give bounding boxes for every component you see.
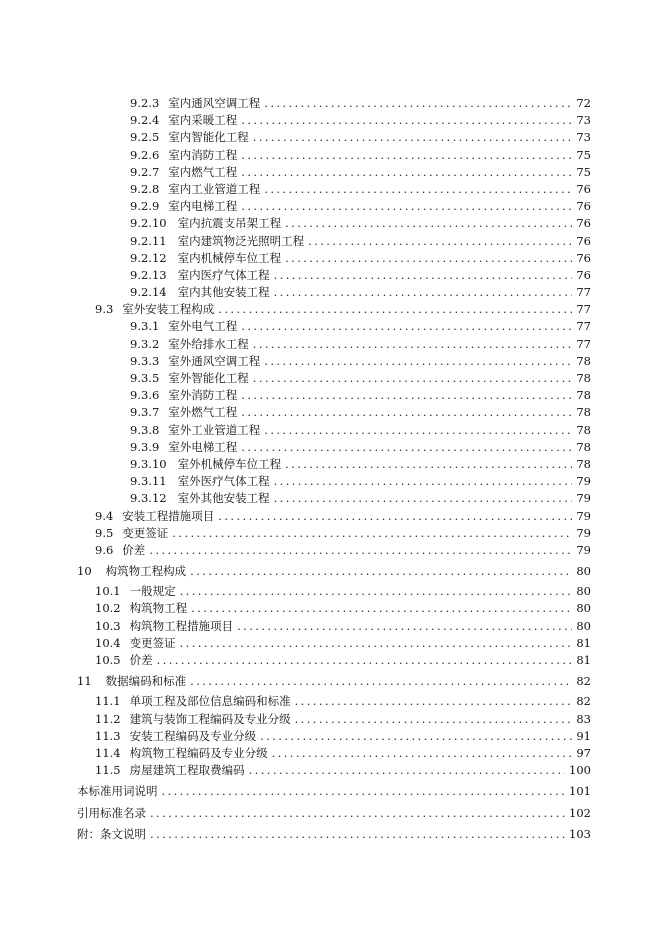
dot-leader [264, 422, 572, 439]
toc-entry-number: 9.3.6 [130, 388, 160, 403]
toc-entry-number: 9.3.9 [130, 439, 160, 454]
toc-entry-page: 73 [576, 113, 591, 128]
toc-entry[interactable] [130, 439, 591, 456]
toc-entry-page: 75 [576, 147, 591, 162]
toc-entry-title: 室内消防工程 [168, 147, 238, 162]
toc-entry-page: 77 [576, 336, 591, 351]
toc-entry-title: 室内智能化工程 [168, 130, 249, 145]
toc-entry-number: 9.2.14 [130, 285, 167, 300]
toc-entry-number: 9.2.10 [130, 216, 167, 231]
toc-entry-title: 安装工程措施项目 [122, 508, 215, 523]
toc-entry[interactable] [95, 301, 591, 318]
toc-entry[interactable] [130, 318, 591, 335]
dot-leader [162, 783, 566, 800]
dot-leader [272, 745, 573, 762]
toc-entry-number: 9.3.5 [130, 371, 160, 385]
toc-entry-number: 10.4 [95, 635, 121, 650]
toc-entry[interactable] [95, 652, 591, 669]
toc-entry-title: 房屋建筑工程取费编码 [129, 763, 245, 778]
toc-entry-title: 变更签证 [122, 525, 169, 540]
toc-entry[interactable] [130, 370, 591, 387]
toc-entry-page: 80 [576, 618, 591, 633]
toc-entry-title: 室内其他安装工程 [177, 285, 270, 300]
dot-leader [249, 762, 565, 779]
dot-leader [237, 618, 572, 635]
toc-entry-title: 室外燃气工程 [168, 405, 238, 420]
toc-entry-title: 室外电气工程 [168, 319, 238, 334]
toc-entry-number: 10.2 [95, 601, 121, 616]
dot-leader [274, 267, 573, 284]
toc-entry-number: 9.3.8 [130, 422, 160, 437]
toc-entry-title: 室内电梯工程 [168, 199, 238, 214]
dot-leader [274, 473, 573, 490]
toc-entry-title: 室内抗震支吊架工程 [177, 216, 282, 231]
toc-entry-title: 价差 [129, 653, 153, 667]
dot-leader [241, 318, 572, 335]
toc-entry-page: 81 [576, 653, 591, 667]
toc-entry-number: 9.3.10 [130, 456, 167, 471]
toc-entry-title: 室内工业管道工程 [168, 181, 261, 196]
dot-leader [241, 387, 572, 404]
toc-entry[interactable] [95, 508, 591, 525]
toc-entry-page: 76 [576, 233, 591, 248]
toc-entry-page: 78 [576, 388, 591, 403]
dot-leader [285, 250, 572, 267]
dot-leader [241, 147, 572, 164]
toc-entry-page: 73 [576, 130, 591, 145]
toc-entry-number: 9.2.12 [130, 250, 167, 265]
dot-leader [274, 490, 573, 507]
dot-leader [218, 508, 572, 525]
toc-entry-title: 室内机械停车位工程 [177, 250, 282, 265]
toc-entry-page: 76 [576, 250, 591, 265]
toc-entry-page: 103 [569, 826, 591, 841]
toc-entry-page: 82 [576, 674, 591, 689]
toc-entry-number: 10.5 [95, 653, 121, 667]
toc-entry-title: 室内通风空调工程 [168, 96, 261, 110]
toc-entry[interactable] [130, 250, 591, 267]
toc-entry-title: 室内医疗气体工程 [177, 267, 270, 282]
toc-entry-title: 数据编码和标准 [105, 674, 187, 689]
toc-entry[interactable] [130, 387, 591, 404]
toc-entry[interactable] [95, 525, 591, 542]
toc-entry-title: 附：条文说明 [77, 826, 146, 841]
toc-entry-page: 80 [576, 584, 591, 599]
toc-entry[interactable] [77, 826, 591, 843]
toc-entry[interactable] [95, 618, 591, 635]
toc-entry-title: 室内建筑物泛光照明工程 [177, 233, 305, 248]
dot-leader [253, 129, 573, 146]
toc-entry[interactable] [130, 112, 591, 129]
toc-entry-number: 11.3 [95, 728, 121, 743]
dot-leader [149, 542, 572, 559]
toc-entry-number: 10.3 [95, 618, 121, 633]
toc-entry-page: 78 [576, 353, 591, 368]
toc-entry-title: 室外消防工程 [168, 388, 238, 403]
dot-leader [264, 181, 572, 198]
toc-entry-title: 室外机械停车位工程 [177, 456, 282, 471]
dot-leader [253, 336, 573, 353]
dot-leader [274, 284, 573, 301]
toc-entry-title: 安装工程编码及专业分级 [129, 728, 257, 743]
toc-entry[interactable] [130, 456, 591, 473]
toc-entry-number: 11.4 [95, 745, 121, 760]
toc-entry[interactable] [130, 129, 591, 146]
toc-entry-number: 9.4 [95, 508, 114, 523]
toc-entry-number: 9.6 [95, 542, 114, 557]
toc-entry-page: 79 [576, 508, 591, 523]
toc-entry[interactable] [95, 635, 591, 652]
toc-entry[interactable] [95, 693, 591, 710]
toc-entry-page: 91 [576, 728, 591, 743]
toc-entry-number: 9.2.8 [130, 181, 160, 196]
toc-entry[interactable] [130, 233, 591, 250]
toc-entry-page: 79 [576, 491, 591, 506]
toc-entry-title: 变更签证 [129, 635, 176, 650]
toc-entry[interactable] [95, 600, 591, 617]
toc-entry-page: 78 [576, 456, 591, 471]
dot-leader [150, 826, 565, 843]
toc-entry[interactable] [130, 147, 591, 164]
toc-entry-page: 78 [576, 405, 591, 420]
toc-entry-title: 一般规定 [129, 584, 176, 599]
toc-entry[interactable] [130, 215, 591, 232]
dot-leader [190, 673, 572, 690]
toc-entry-page: 79 [576, 474, 591, 489]
dot-leader [241, 439, 572, 456]
toc-entry-page: 82 [576, 694, 591, 709]
toc-entry-title: 室外通风空调工程 [168, 353, 261, 368]
toc-entry-number: 10.1 [95, 584, 121, 599]
toc-entry-title: 建筑与装饰工程编码及专业分级 [129, 711, 291, 726]
toc-entry-title: 构筑物工程构成 [105, 564, 187, 579]
toc-entry-title: 构筑物工程措施项目 [129, 618, 234, 633]
toc-entry-title: 本标准用词说明 [77, 784, 158, 799]
dot-leader [285, 215, 572, 232]
toc-entry-number: 9.3.3 [130, 353, 160, 368]
toc-entry-number: 11.5 [95, 763, 121, 778]
toc-entry-title: 室外安装工程构成 [122, 302, 215, 317]
toc-entry-title: 单项工程及部位信息编码和标准 [129, 694, 291, 709]
toc-entry-number: 9.2.3 [130, 96, 160, 110]
toc-entry[interactable] [95, 728, 591, 745]
toc-entry-number: 9.3.11 [130, 474, 167, 489]
toc-entry-page: 81 [576, 635, 591, 650]
toc-entry-number: 11 [77, 674, 92, 689]
dot-leader [218, 301, 572, 318]
toc-entry-number: 9.2.4 [130, 113, 160, 128]
toc-entry-page: 102 [569, 805, 591, 820]
toc-entry-number: 9.3.12 [130, 491, 167, 506]
toc-entry-number: 9.2.11 [130, 233, 167, 248]
dot-leader [295, 711, 573, 728]
dot-leader [253, 370, 573, 387]
toc-entry-title: 构筑物工程编码及专业分级 [129, 745, 268, 760]
toc-entry-page: 83 [576, 711, 591, 726]
toc-entry[interactable] [130, 181, 591, 198]
toc-entry-title: 室内燃气工程 [168, 164, 238, 179]
dot-leader [308, 233, 572, 250]
toc-entry[interactable] [95, 711, 591, 728]
dot-leader [241, 112, 572, 129]
toc-entry[interactable] [95, 542, 591, 559]
toc-entry-page: 101 [569, 784, 591, 799]
toc-entry-page: 77 [576, 285, 591, 300]
toc-entry[interactable] [130, 284, 591, 301]
dot-leader [295, 693, 573, 710]
toc-entry-number: 9.2.7 [130, 164, 160, 179]
toc-entry-number: 9.5 [95, 525, 114, 540]
dot-leader [190, 563, 572, 580]
toc-entry-page: 78 [576, 439, 591, 454]
dot-leader [191, 600, 572, 617]
toc-entry-number: 10 [77, 564, 92, 579]
toc-entry-page: 80 [576, 601, 591, 616]
dot-leader [172, 525, 572, 542]
dot-leader [241, 404, 572, 421]
toc-entry-title: 室外电梯工程 [168, 439, 238, 454]
toc-entry[interactable] [95, 583, 591, 600]
toc-entry-number: 9.3.1 [130, 319, 160, 334]
toc-entry[interactable] [77, 783, 591, 800]
toc-entry[interactable] [130, 164, 591, 181]
dot-leader [264, 95, 572, 112]
toc-entry[interactable] [130, 490, 591, 507]
toc-entry-page: 72 [576, 96, 591, 110]
dot-leader [157, 652, 573, 669]
dot-leader [264, 353, 572, 370]
dot-leader [241, 198, 572, 215]
toc-entry[interactable] [130, 422, 591, 439]
dot-leader [285, 456, 572, 473]
toc-entry[interactable] [130, 95, 591, 112]
toc-entry-title: 室外给排水工程 [168, 336, 249, 351]
toc-entry-number: 11.1 [95, 694, 121, 709]
toc-entry-number: 11.2 [95, 711, 121, 726]
toc-entry-number: 9.2.5 [130, 130, 160, 145]
toc-entry-page: 78 [576, 371, 591, 385]
toc-entry-page: 76 [576, 267, 591, 282]
toc-entry[interactable] [130, 473, 591, 490]
dot-leader [180, 635, 573, 652]
toc-entry-number: 9.2.13 [130, 267, 167, 282]
dot-leader [180, 583, 573, 600]
toc-entry[interactable] [95, 762, 591, 779]
toc-entry[interactable] [130, 336, 591, 353]
toc-entry-page: 78 [576, 422, 591, 437]
toc-entry-title: 室外智能化工程 [168, 371, 249, 385]
toc-entry-title: 室外工业管道工程 [168, 422, 261, 437]
toc-entry-number: 9.2.6 [130, 147, 160, 162]
toc-entry-page: 76 [576, 181, 591, 196]
toc-entry[interactable] [77, 673, 591, 690]
toc-entry-page: 77 [576, 319, 591, 334]
toc-entry-page: 80 [576, 564, 591, 579]
toc-entry[interactable] [77, 563, 591, 580]
table-of-contents [0, 95, 662, 843]
toc-entry-page: 79 [576, 542, 591, 557]
toc-entry-title: 室外医疗气体工程 [177, 474, 270, 489]
toc-entry-title: 构筑物工程 [129, 601, 188, 616]
toc-entry-page: 76 [576, 216, 591, 231]
toc-entry[interactable] [130, 198, 591, 215]
toc-entry-page: 77 [576, 302, 591, 317]
toc-entry-number: 9.3.2 [130, 336, 160, 351]
toc-entry[interactable] [77, 805, 591, 822]
toc-entry[interactable] [130, 404, 591, 421]
toc-entry-title: 室外其他安装工程 [177, 491, 270, 506]
toc-entry-page: 75 [576, 164, 591, 179]
toc-entry[interactable] [95, 745, 591, 762]
toc-entry-page: 97 [576, 745, 591, 760]
toc-entry-title: 室内采暖工程 [168, 113, 238, 128]
toc-entry-title: 引用标准名录 [77, 805, 146, 820]
toc-entry-number: 9.3 [95, 302, 114, 317]
toc-entry-title: 价差 [122, 542, 146, 557]
toc-entry[interactable] [130, 353, 591, 370]
toc-entry-page: 79 [576, 525, 591, 540]
toc-entry[interactable] [130, 267, 591, 284]
toc-entry-page: 100 [569, 763, 591, 778]
dot-leader [260, 728, 572, 745]
toc-entry-number: 9.2.9 [130, 199, 160, 214]
dot-leader [150, 805, 565, 822]
dot-leader [241, 164, 572, 181]
toc-entry-page: 76 [576, 199, 591, 214]
toc-entry-number: 9.3.7 [130, 405, 160, 420]
